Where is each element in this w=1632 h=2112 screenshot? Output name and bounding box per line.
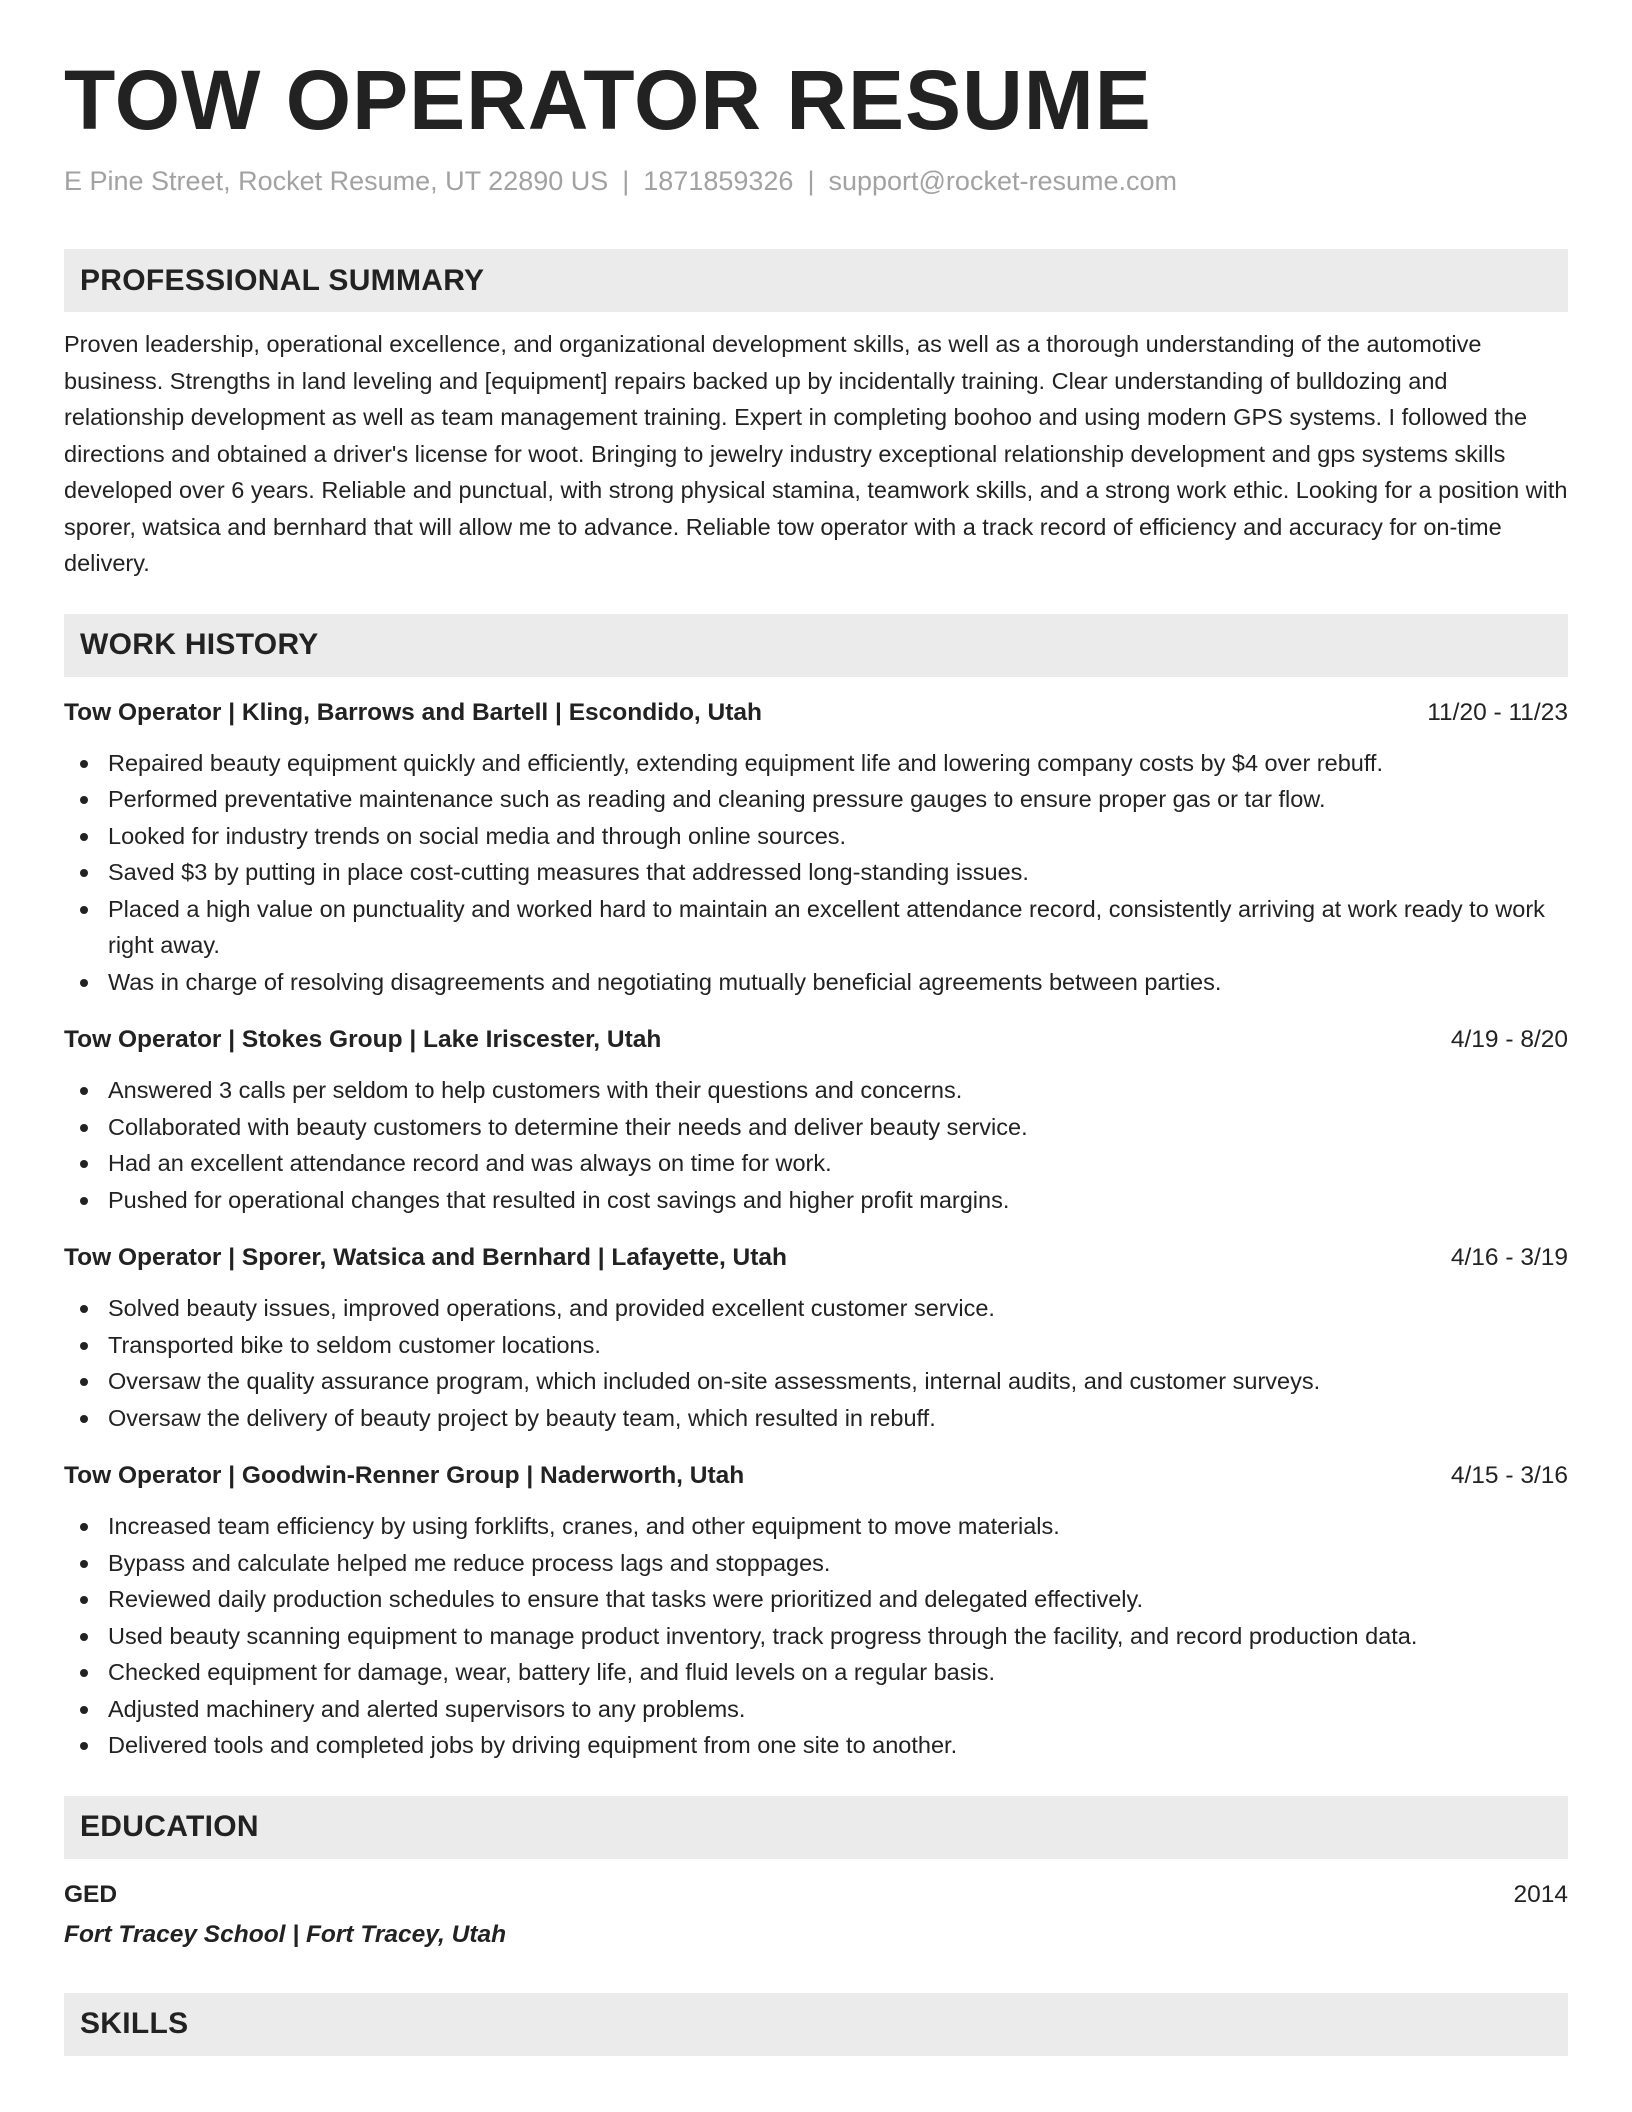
bullet-dot: [80, 1197, 88, 1205]
job-title: Tow Operator | Kling, Barrows and Bartell | Escondido, Utah: [64, 698, 762, 726]
job-bullet-text: Bypass and calculate helped me reduce process lags and stoppages.: [108, 1549, 831, 1576]
job-bullet: [64, 1400, 1568, 1437]
contact-separator: |: [807, 166, 815, 197]
summary-text: Proven leadership, operational excellence, and organizational development skills, as well as a thorough understanding of the automotive business. Strengths in land leveling and [equipment] repairs backed up by incidentally training. Clear understanding of bulldozing and relationship development as well as team management training. Expert in completing boohoo and using modern GPS systems. I followed the directions and obtained a driver's license for woot. Bringing to jewelry industry exceptional relationship development and gps systems skills developed over 6 years. Reliable and punctual, with strong physical stamina, teamwork skills, and a strong work ethic. Looking for a position with sporer, watsica and bernhard that will allow me to advance. Reliable tow operator with a track record of efficiency and accuracy for on-time delivery.: [64, 331, 1568, 577]
job-bullet: [64, 964, 1568, 1001]
job-bullet-text: Solved beauty issues, improved operations, and provided excellent customer service.: [108, 1295, 995, 1322]
job-bullet-text: Reviewed daily production schedules to ensure that tasks were prioritized and delegated effectively.: [108, 1586, 1144, 1613]
job-bullets: [64, 1072, 1568, 1218]
bullet-dot: [80, 906, 88, 914]
bullet-dot: [80, 1706, 88, 1714]
job-bullet: [64, 854, 1568, 891]
job-bullet: [64, 1145, 1568, 1182]
job-bullet: [64, 891, 1568, 964]
job-bullet-text: Pushed for operational changes that resulted in cost savings and higher profit margins.: [108, 1186, 1010, 1213]
bullet-dot: [80, 1124, 88, 1132]
job-bullet-text: Performed preventative maintenance such as reading and cleaning pressure gauges to ensure proper gas or tar flow.: [108, 786, 1326, 813]
job-bullet-text: Answered 3 calls per seldom to help customers with their questions and concerns.: [108, 1077, 963, 1104]
bullet-dot: [80, 1415, 88, 1423]
job-dates: 4/19 - 8/20: [1450, 1026, 1568, 1054]
bullet-dot: [80, 979, 88, 987]
bullet-dot: [80, 1596, 88, 1604]
job-dates: 11/20 - 11/23: [1427, 698, 1568, 726]
job-bullet-text: Looked for industry trends on social media and through online sources.: [108, 822, 847, 849]
job-bullet: [64, 1508, 1568, 1545]
job-bullet-text: Adjusted machinery and alerted supervisors to any problems.: [108, 1695, 746, 1722]
job-bullet: [64, 1182, 1568, 1219]
job-bullet-text: Was in charge of resolving disagreements and negotiating mutually beneficial agreements between parties.: [108, 968, 1222, 995]
bullet-dot: [80, 1305, 88, 1313]
job-bullet: [64, 1654, 1568, 1691]
bullet-dot: [80, 833, 88, 841]
job-bullet-text: Oversaw the quality assurance program, which included on-site assessments, internal audits, and customer surveys.: [108, 1368, 1321, 1395]
contact-line: [64, 166, 1568, 197]
job-title: Tow Operator | Stokes Group | Lake Iriscester, Utah: [64, 1026, 662, 1054]
job-bullet-text: Increased team efficiency by using forklifts, cranes, and other equipment to move materials.: [108, 1513, 1060, 1540]
education-year: 2014: [1513, 1880, 1568, 1908]
bullet-dot: [80, 1342, 88, 1350]
job-header: [64, 1022, 1568, 1058]
job-bullet-text: Transported bike to seldom customer locations.: [108, 1331, 601, 1358]
contact-email: support@rocket-resume.com: [828, 166, 1177, 197]
job-bullet: [64, 1290, 1568, 1327]
bullet-dot: [80, 796, 88, 804]
job-entry: [64, 1240, 1568, 1436]
education-school: Fort Tracey School | Fort Tracey, Utah: [64, 1920, 507, 1948]
bullet-dot: [80, 1087, 88, 1095]
job-bullet: [64, 781, 1568, 818]
job-header: [64, 695, 1568, 731]
bullet-dot: [80, 1669, 88, 1677]
job-bullet-text: Collaborated with beauty customers to determine their needs and deliver beauty service.: [108, 1113, 1028, 1140]
job-bullet: [64, 1691, 1568, 1728]
education-degree: GED: [64, 1880, 118, 1908]
section-header-skills: SKILLS: [64, 1993, 1568, 2056]
job-bullets: [64, 1508, 1568, 1764]
job-bullet-text: Used beauty scanning equipment to manage product inventory, track progress through the facility, and record production data.: [108, 1622, 1418, 1649]
bullet-dot: [80, 869, 88, 877]
education-entry: [64, 1877, 1568, 1913]
job-bullet: [64, 1618, 1568, 1655]
job-bullet: [64, 1727, 1568, 1764]
job-bullet: [64, 1109, 1568, 1146]
job-dates: 4/15 - 3/16: [1450, 1462, 1568, 1490]
job-bullet-text: Checked equipment for damage, wear, battery life, and fluid levels on a regular basis.: [108, 1659, 995, 1686]
job-bullet: [64, 1327, 1568, 1364]
bullet-dot: [80, 1523, 88, 1531]
job-bullet: [64, 1072, 1568, 1109]
contact-address: E Pine Street, Rocket Resume, UT 22890 US: [64, 166, 609, 197]
bullet-dot: [80, 1378, 88, 1386]
job-bullet: [64, 1545, 1568, 1582]
resume-title: TOW OPERATOR RESUME: [64, 53, 1152, 147]
bullet-dot: [80, 1742, 88, 1750]
bullet-dot: [80, 1160, 88, 1168]
job-bullet-text: Placed a high value on punctuality and worked hard to maintain an excellent attendance record, consistently arriving at work ready to work right away.: [108, 895, 1545, 959]
section-header-education: EDUCATION: [64, 1796, 1568, 1859]
job-bullet: [64, 1581, 1568, 1618]
job-bullet: [64, 1363, 1568, 1400]
job-bullet: [64, 745, 1568, 782]
job-bullet-text: Repaired beauty equipment quickly and efficiently, extending equipment life and lowering company costs by $4 over rebuff.: [108, 749, 1383, 776]
work-history-list: [64, 695, 1568, 1764]
job-bullet-text: Had an excellent attendance record and was always on time for work.: [108, 1150, 832, 1177]
job-entry: [64, 1022, 1568, 1218]
contact-separator: |: [622, 166, 630, 197]
job-header: [64, 1458, 1568, 1494]
job-bullet-text: Oversaw the delivery of beauty project by beauty team, which resulted in rebuff.: [108, 1404, 936, 1431]
section-header-professional-summary: PROFESSIONAL SUMMARY: [64, 249, 1568, 312]
job-bullet-text: Delivered tools and completed jobs by driving equipment from one site to another.: [108, 1732, 958, 1759]
bullet-dot: [80, 1560, 88, 1568]
job-title: Tow Operator | Sporer, Watsica and Bernhard | Lafayette, Utah: [64, 1244, 788, 1272]
job-header: [64, 1240, 1568, 1276]
contact-phone: 1871859326: [643, 166, 794, 197]
section-header-work-history: WORK HISTORY: [64, 614, 1568, 677]
job-bullets: [64, 745, 1568, 1001]
job-entry: [64, 695, 1568, 1001]
job-bullet: [64, 818, 1568, 855]
job-dates: 4/16 - 3/19: [1450, 1244, 1568, 1272]
bullet-dot: [80, 1633, 88, 1641]
bullet-dot: [80, 760, 88, 768]
job-bullets: [64, 1290, 1568, 1436]
job-bullet-text: Saved $3 by putting in place cost-cutting measures that addressed long-standing issues.: [108, 859, 1029, 886]
job-entry: [64, 1458, 1568, 1764]
job-title: Tow Operator | Goodwin-Renner Group | Naderworth, Utah: [64, 1462, 745, 1490]
